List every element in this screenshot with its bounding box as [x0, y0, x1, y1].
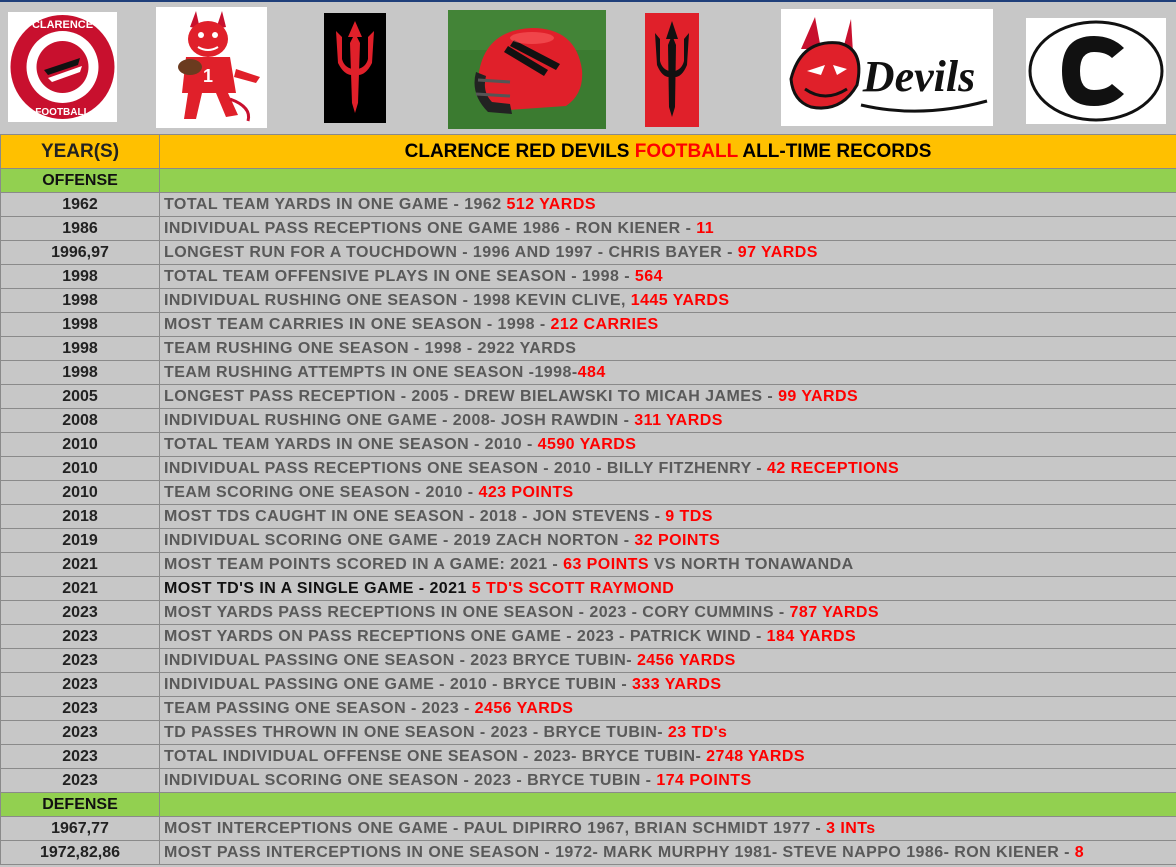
table-row [1, 529, 1176, 553]
table-row [1, 481, 1176, 505]
record-text: MOST INTERCEPTIONS ONE GAME - PAUL DIPIRRO 1967, BRIAN SCHMIDT 1977 - [164, 819, 827, 837]
record-description [160, 313, 1176, 337]
record-description [160, 337, 1176, 361]
record-value: 5 TD'S SCOTT RAYMOND [471, 579, 675, 597]
record-text: MOST TEAM CARRIES IN ONE SEASON - 1998 - [164, 315, 551, 333]
svg-text:FOOTBALL: FOOTBALL [35, 107, 90, 118]
record-value: 311 YARDS [634, 411, 723, 429]
record-value: 23 TD's [667, 723, 728, 741]
record-description [160, 409, 1176, 433]
record-text: INDIVIDUAL RUSHING ONE GAME - 2008- JOSH RAWDIN - [164, 411, 635, 429]
record-year: 2023 [1, 769, 160, 793]
c-letter-logo [1026, 18, 1166, 124]
table-row [1, 409, 1176, 433]
record-year: 1962 [1, 193, 160, 217]
logo-banner [0, 2, 1176, 132]
record-value: 2456 YARDS [474, 699, 574, 717]
table-row [1, 265, 1176, 289]
record-text: TEAM RUSHING ATTEMPTS IN ONE SEASON -1998- [164, 363, 578, 381]
record-text: MOST YARDS PASS RECEPTIONS IN ONE SEASON - 2023 - CORY CUMMINS - [164, 603, 790, 621]
record-text: MOST YARDS ON PASS RECEPTIONS ONE GAME - 2023 - PATRICK WIND - [164, 627, 767, 645]
record-year: 2023 [1, 649, 160, 673]
record-description [160, 673, 1176, 697]
record-text: TEAM RUSHING ONE SEASON - 1998 - 2922 YARDS [164, 339, 577, 357]
record-text: TEAM SCORING ONE SEASON - 2010 - [164, 483, 479, 501]
page-title [160, 135, 1176, 169]
record-text: INDIVIDUAL PASS RECEPTIONS ONE GAME 1986 - RON KIENER - [164, 219, 697, 237]
record-description [160, 841, 1176, 865]
table-row [1, 457, 1176, 481]
record-text: INDIVIDUAL PASS RECEPTIONS ONE SEASON - 2010 - BILLY FITZHENRY - [164, 459, 767, 477]
record-text: INDIVIDUAL RUSHING ONE SEASON - 1998 KEVIN CLIVE, [164, 291, 631, 309]
record-description [160, 745, 1176, 769]
record-value: 423 POINTS [478, 483, 574, 501]
record-description [160, 769, 1176, 793]
table-row [1, 313, 1176, 337]
record-year: 2023 [1, 601, 160, 625]
record-value: 99 YARDS [778, 387, 859, 405]
svg-text:Devils: Devils [862, 52, 976, 101]
record-year: 1998 [1, 265, 160, 289]
table-row [1, 361, 1176, 385]
table-header-row [1, 135, 1176, 169]
record-description [160, 289, 1176, 313]
table-row [1, 577, 1176, 601]
record-text: TOTAL INDIVIDUAL OFFENSE ONE SEASON - 2023- BRYCE TUBIN- [164, 747, 707, 765]
record-text: TEAM PASSING ONE SEASON - 2023 - [164, 699, 475, 717]
record-description [160, 217, 1176, 241]
table-row [1, 601, 1176, 625]
record-text: TD PASSES THROWN IN ONE SEASON - 2023 - BRYCE TUBIN- [164, 723, 668, 741]
record-description [160, 577, 1176, 601]
table-row [1, 625, 1176, 649]
table-row [1, 649, 1176, 673]
record-value: 2748 YARDS [706, 747, 805, 765]
table-row [1, 217, 1176, 241]
defense-section-header-label: DEFENSE [1, 793, 160, 817]
record-description [160, 697, 1176, 721]
record-description [160, 193, 1176, 217]
record-year: 2023 [1, 745, 160, 769]
record-year: 1998 [1, 313, 160, 337]
offense-section-header-filler [160, 169, 1176, 193]
record-description [160, 721, 1176, 745]
red-devil-mascot-logo [156, 7, 267, 128]
record-description [160, 241, 1176, 265]
table-row [1, 505, 1176, 529]
record-year: 2021 [1, 553, 160, 577]
record-text: LONGEST PASS RECEPTION - 2005 - DREW BIELAWSKI TO MICAH JAMES - [164, 387, 779, 405]
record-value: 11 [696, 219, 715, 237]
offense-section-header [1, 169, 1176, 193]
record-year: 1998 [1, 337, 160, 361]
table-row [1, 673, 1176, 697]
record-value: 4590 YARDS [537, 435, 637, 453]
record-description [160, 817, 1176, 841]
record-description [160, 529, 1176, 553]
record-description [160, 601, 1176, 625]
table-row [1, 385, 1176, 409]
record-value: 9 TDS [665, 507, 713, 525]
record-value: 564 [634, 267, 663, 285]
record-value: 63 POINTS [563, 555, 649, 573]
table-row [1, 721, 1176, 745]
record-value: 2456 YARDS [636, 651, 736, 669]
record-text: INDIVIDUAL PASSING ONE GAME - 2010 - BRYCE TUBIN - [164, 675, 633, 693]
record-value: 484 [577, 363, 606, 381]
record-year: 1986 [1, 217, 160, 241]
table-row [1, 745, 1176, 769]
devils-script-logo [781, 9, 993, 126]
offense-section-header-label: OFFENSE [1, 169, 160, 193]
record-year: 2023 [1, 673, 160, 697]
record-description [160, 481, 1176, 505]
record-text: TOTAL TEAM OFFENSIVE PLAYS IN ONE SEASON - 1998 - [164, 267, 635, 285]
table-row [1, 697, 1176, 721]
record-year: 2008 [1, 409, 160, 433]
record-value: 174 POINTS [656, 771, 752, 789]
record-text: INDIVIDUAL SCORING ONE SEASON - 2023 - BRYCE TUBIN - [164, 771, 657, 789]
table-row [1, 841, 1176, 865]
record-year: 2023 [1, 625, 160, 649]
record-value: 787 YARDS [789, 603, 879, 621]
record-description [160, 385, 1176, 409]
defense-section-header [1, 793, 1176, 817]
svg-text:CLARENCE: CLARENCE [31, 19, 94, 31]
record-text: INDIVIDUAL PASSING ONE SEASON - 2023 BRYCE TUBIN- [164, 651, 637, 669]
record-year: 1998 [1, 289, 160, 313]
table-row [1, 433, 1176, 457]
record-text: TOTAL TEAM YARDS IN ONE SEASON - 2010 - [164, 435, 538, 453]
record-description [160, 361, 1176, 385]
table-row [1, 193, 1176, 217]
title-highlight: FOOTBALL [634, 140, 738, 162]
record-year: 2010 [1, 433, 160, 457]
record-text: MOST TD'S IN A SINGLE GAME - 2021 [164, 579, 472, 597]
record-description [160, 457, 1176, 481]
record-text: MOST TDS CAUGHT IN ONE SEASON - 2018 - JON STEVENS - [164, 507, 666, 525]
record-text: LONGEST RUN FOR A TOUCHDOWN - 1996 AND 1997 - CHRIS BAYER - [164, 243, 738, 261]
trident-logo-black [324, 13, 386, 123]
record-year: 2021 [1, 577, 160, 601]
defense-section-header-filler [160, 793, 1176, 817]
record-value: 97 YARDS [737, 243, 818, 261]
record-value: 42 RECEPTIONS [766, 459, 900, 477]
table-row [1, 817, 1176, 841]
title-prefix: CLARENCE RED DEVILS [404, 140, 635, 162]
record-suffix: VS NORTH TONAWANDA [648, 555, 854, 573]
record-description [160, 265, 1176, 289]
record-text: INDIVIDUAL SCORING ONE GAME - 2019 ZACH NORTON - [164, 531, 635, 549]
record-text: TOTAL TEAM YARDS IN ONE GAME - 1962 [164, 195, 507, 213]
record-description [160, 625, 1176, 649]
clarence-football-circle-logo [8, 12, 117, 122]
title-suffix: ALL-TIME RECORDS [737, 140, 932, 162]
record-value: 8 [1074, 843, 1085, 861]
record-value: 333 YARDS [632, 675, 722, 693]
table-row [1, 241, 1176, 265]
record-year: 1998 [1, 361, 160, 385]
svg-text:1: 1 [202, 66, 214, 86]
record-text: MOST TEAM POINTS SCORED IN A GAME: 2021 - [164, 555, 564, 573]
table-row [1, 289, 1176, 313]
record-text: MOST PASS INTERCEPTIONS IN ONE SEASON - 1972- MARK MURPHY 1981- STEVE NAPPO 1986- RON KIENER - [164, 843, 1075, 861]
record-year: 2005 [1, 385, 160, 409]
record-value: 184 YARDS [766, 627, 857, 645]
table-row [1, 337, 1176, 361]
record-year: 2010 [1, 481, 160, 505]
record-description [160, 553, 1176, 577]
record-year: 2023 [1, 697, 160, 721]
table-row [1, 769, 1176, 793]
record-year: 2010 [1, 457, 160, 481]
record-value: 3 INTs [826, 819, 876, 837]
record-description [160, 505, 1176, 529]
record-year: 2023 [1, 721, 160, 745]
trident-logo-red [645, 13, 699, 127]
records-table [0, 134, 1176, 865]
record-year: 2018 [1, 505, 160, 529]
record-value: 32 POINTS [634, 531, 721, 549]
record-year: 1972,82,86 [1, 841, 160, 865]
record-value: 212 CARRIES [550, 315, 659, 333]
red-helmet-photo [448, 10, 606, 129]
record-year: 2019 [1, 529, 160, 553]
table-row [1, 553, 1176, 577]
record-value: 1445 YARDS [630, 291, 730, 309]
record-year: 1996,97 [1, 241, 160, 265]
record-value: 512 YARDS [506, 195, 596, 213]
year-column-header: YEAR(S) [1, 135, 160, 169]
record-year: 1967,77 [1, 817, 160, 841]
record-description [160, 433, 1176, 457]
record-description [160, 649, 1176, 673]
